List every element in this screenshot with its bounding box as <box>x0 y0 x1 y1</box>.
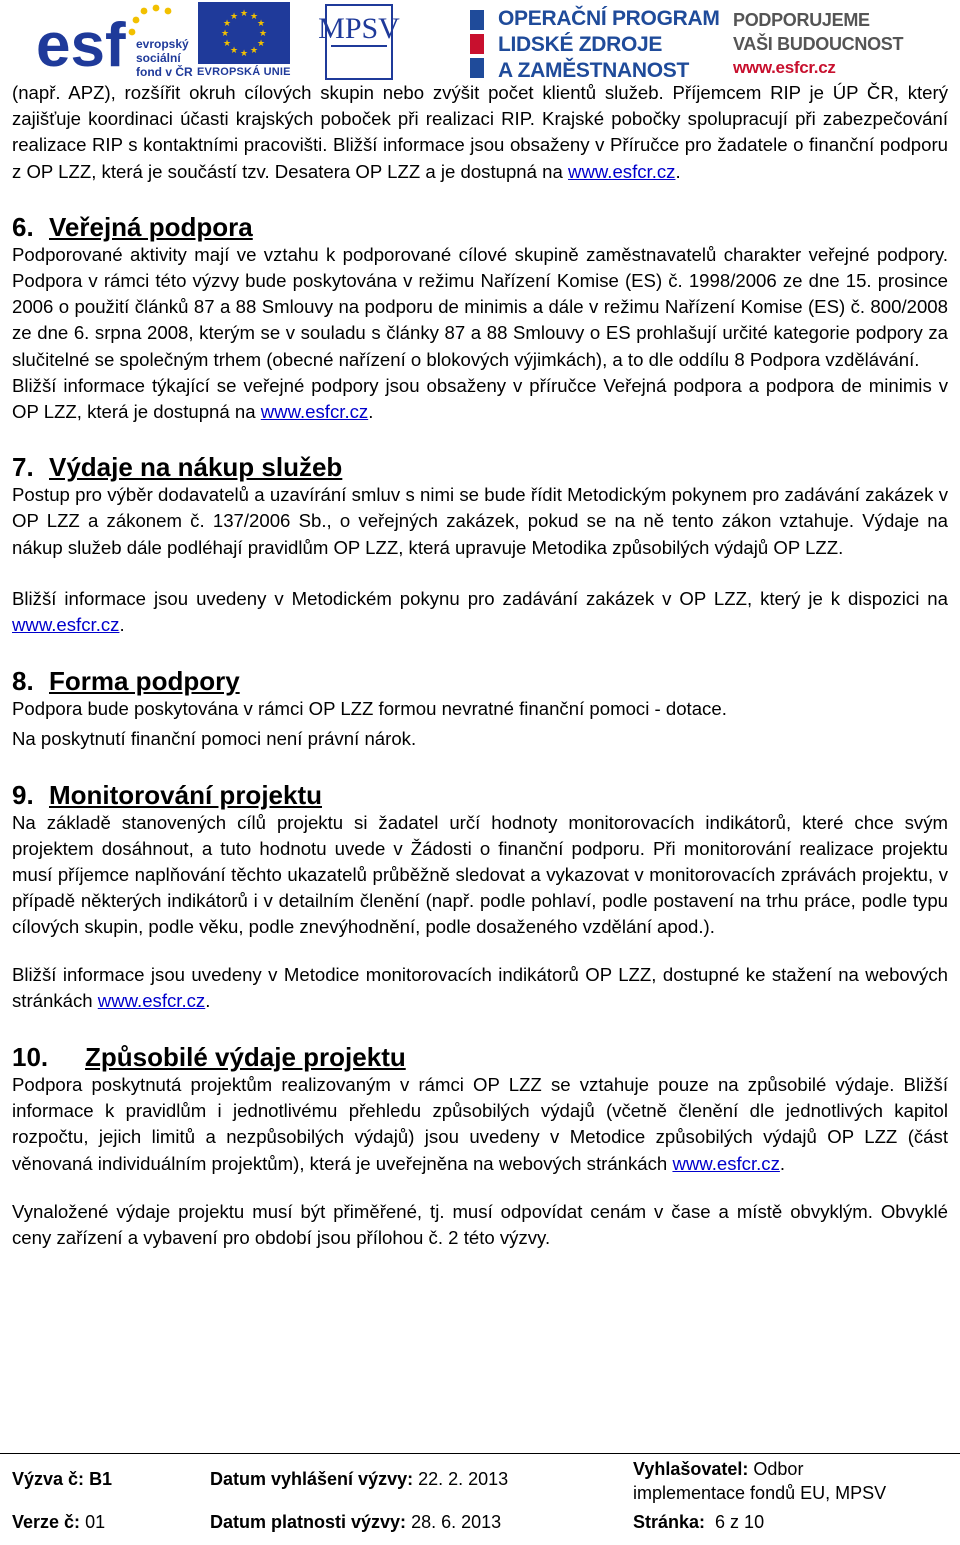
eu-flag-icon <box>198 2 290 64</box>
intro-link[interactable]: www.esfcr.cz <box>568 160 676 182</box>
support-line-2: VAŠI BUDOUCNOST <box>733 34 904 54</box>
intro-text: (např. APZ), rozšířit okruh cílových skupin nebo zvýšit počet klientů služeb. Příjemcem RIP je ÚP ČR, který zajišťuje koordinaci účasti krajských poboček při realizaci RIP. Krajské pobočky spolupracují při zabezpečování realizace RIP s kontaktními pracovišti. Bližší informace jsou obsaženy v Příručce pro žadatele o finanční podporu z OP LZZ, která je součástí tzv. Desatera OP LZZ a je dostupná na <box>12 82 948 182</box>
page-footer <box>0 1453 960 1545</box>
section-7-paragraph-1: Postup pro výběr dodavatelů a uzavírání smluv s nimi se bude řídit Metodickým pokynem pro zadávání zakázek v OP LZZ a zákonem č. 137/2006 Sb., o veřejných zakázek, pokud se na ně tento zákon vztahuje. Výdaje na nákup služeb dále podléhají pravidlům OP LZZ, která upravuje Metodika způsobilých výdajů OP LZZ. <box>12 484 948 558</box>
svg-text:★: ★ <box>249 12 259 22</box>
svg-text:★: ★ <box>249 46 259 56</box>
section-6-number: 6. <box>12 211 34 242</box>
section-10-heading <box>12 1042 948 1072</box>
section-10-link[interactable]: www.esfcr.cz <box>672 1152 780 1174</box>
section-6-tail: . <box>368 401 374 423</box>
footer-verze <box>12 1512 105 1533</box>
esf-logo-line-2: sociální <box>136 51 181 65</box>
section-6-title: Veřejná podpora <box>49 211 253 242</box>
section-10-number: 10. <box>12 1042 49 1073</box>
section-8-paragraph-1: Podpora bude poskytována v rámci OP LZZ formou nevratné finanční pomoci - dotace. <box>12 698 727 720</box>
section-9-tail: . <box>205 989 211 1011</box>
svg-text:★: ★ <box>258 29 268 39</box>
svg-text:★: ★ <box>239 49 249 59</box>
support-logo-text <box>733 8 903 80</box>
op-line-3: A ZAMĚSTNANOST <box>498 59 690 82</box>
footer-platnost <box>210 1512 501 1533</box>
footer-stranka-label: Stránka: <box>633 1512 706 1532</box>
support-url: www.esfcr.cz <box>733 58 836 77</box>
section-10-paragraph-2: Vynaložené výdaje projektu musí být přiměřené, tj. musí odpovídat cenám v čase a místě obvyklým. Obvyklé ceny zařízení a vybavení pro období jsou přílohou č. 2 této výzvy. <box>12 1200 948 1249</box>
section-9-text-2: Bližší informace jsou uvedeny v Metodice monitorovacích indikátorů OP LZZ, dostupné ke stažení na webových stránkách <box>12 963 948 1011</box>
section-7-tail: . <box>119 614 125 636</box>
esf-logo-word: esf <box>36 11 126 80</box>
op-logo-text <box>498 6 720 84</box>
section-6-link[interactable]: www.esfcr.cz <box>260 401 369 423</box>
op-logo-mark <box>470 10 484 78</box>
svg-text:★: ★ <box>229 12 239 22</box>
svg-text:★: ★ <box>222 39 232 49</box>
section-7-number: 7. <box>12 452 34 483</box>
section-8-heading <box>12 666 948 696</box>
footer-stranka-value: 6 z 10 <box>715 1512 765 1532</box>
footer-vyhlasovatel-value-1: Odbor <box>753 1459 804 1479</box>
op-line-1: OPERAČNÍ PROGRAM <box>498 7 720 30</box>
esf-logo <box>36 2 216 80</box>
footer-vyhlaseni-value: 22. 2. 2013 <box>418 1469 509 1489</box>
section-6-text-2: Bližší informace týkající se veřejné podpory jsou obsaženy v příručce Veřejná podpora a podpora de minimis v OP LZZ, která je dostupná na <box>12 374 948 423</box>
section-10-paragraph-1 <box>12 1072 948 1177</box>
section-9-paragraph-1: Na základě stanovených cílů projektu si žadatel určí hodnoty monitorovacích indikátorů, které chce svým projektem dosáhnout, a tuto hodnotu uvede v Žádosti o finanční podporu. Při monitorování realizace projektu musí příjemce naplňování těchto ukazatelů průběžně sledovat a vykazovat v monitorovacích zprávách projektu, v případě některých indikátorů i v detailním členění (např. podle pohlaví, podle postavení na trhu práce, podle typu cílových skupin, podle věku, podle znevýhodnění, podle dosaženého vzdělání apod.). <box>12 811 948 938</box>
section-8-number: 8. <box>12 666 34 697</box>
section-10-text-1: Podpora poskytnutá projektům realizovaným v rámci OP LZZ se vztahuje pouze na způsobilé výdaje. Bližší informace k pravidlům i jednotlivému přehledu způsobilých výdajů (včetně členění dle jednotlivých kapitol rozpočtu, jejich limitů a nezpůsobilých výdajů) jsou uvedeny v Metodice způsobilých výdajů OP LZZ (část věnovaná individuálním projektům), která je uveřejněna na webových stránkách <box>12 1074 948 1174</box>
footer-platnost-value: 28. 6. 2013 <box>411 1512 502 1532</box>
section-8-title: Forma podpory <box>49 666 240 697</box>
footer-vyhlasovatel-label: Vyhlašovatel: <box>633 1459 749 1479</box>
section-9-title: Monitorování projektu <box>49 779 322 810</box>
svg-text:★: ★ <box>220 29 230 39</box>
footer-vyzva-label: Výzva č: <box>12 1469 85 1489</box>
svg-text:★: ★ <box>256 19 266 29</box>
footer-platnost-label: Datum platnosti výzvy: <box>210 1512 407 1532</box>
esf-logo-line-1: evropský <box>136 37 189 51</box>
section-7-heading <box>12 452 948 482</box>
section-7-text-2: Bližší informace jsou uvedeny v Metodickém pokynu pro zadávání zakázek v OP LZZ, který je k dispozici na <box>12 587 948 609</box>
section-10-tail: . <box>779 1152 786 1174</box>
intro-paragraph <box>12 80 948 185</box>
section-9-number: 9. <box>12 779 34 810</box>
section-9-heading <box>12 780 948 810</box>
footer-vyhlaseni <box>210 1469 508 1490</box>
page-header <box>0 0 960 90</box>
op-line-2: LIDSKÉ ZDROJE <box>498 33 663 56</box>
esf-logo-line-3: fond v ČR <box>136 65 193 79</box>
section-10-title: Způsobilé výdaje projektu <box>85 1042 406 1073</box>
footer-vyzva-value: B1 <box>89 1469 113 1489</box>
section-7-paragraph-2 <box>12 586 948 638</box>
section-6-paragraph-1: Podporované aktivity mají ve vztahu k podporované cílové skupině zaměstnavatelů charakter veřejné podpory. Podpora v rámci této výzvy bude poskytována v režimu Nařízení Komise (ES) č. 1998/2006 ze dne 15. prosince 2006 o použití článků 87 a 88 Smlouvy na podporu de minimis a dále v režimu Nařízení Komise (ES) č. 800/2008 ze dne 6. srpna 2008, kterým se v souladu s články 87 a 88 Smlouvy o ES prohlašují určité kategorie podpory za slučitelné se společným trhem (obecné nařízení o blokových výjimkách), a to dle oddílu 8 Podpora vzdělávání. <box>12 243 948 370</box>
section-7-title: Výdaje na nákup služeb <box>49 452 343 483</box>
footer-vyhlaseni-label: Datum vyhlášení výzvy: <box>210 1469 414 1489</box>
section-6-paragraph-2 <box>12 373 948 425</box>
svg-text:★: ★ <box>239 9 249 19</box>
section-7-link[interactable]: www.esfcr.cz <box>12 614 120 636</box>
mpsv-logo-text: MPSV <box>318 12 400 45</box>
footer-stranka <box>633 1512 764 1533</box>
svg-text:★: ★ <box>229 46 239 56</box>
footer-vyhlasovatel <box>633 1457 886 1505</box>
eu-label: EVROPSKÁ UNIE <box>197 66 291 78</box>
svg-text:★: ★ <box>222 19 232 29</box>
footer-verze-label: Verze č: <box>12 1512 81 1532</box>
section-9-link[interactable]: www.esfcr.cz <box>97 989 206 1011</box>
section-9-paragraph-2 <box>12 962 948 1014</box>
footer-vyhlasovatel-value-2: implementace fondů EU, MPSV <box>633 1483 887 1503</box>
support-line-1: PODPORUJEME <box>733 10 870 30</box>
footer-vyzva <box>12 1469 112 1490</box>
section-6-heading <box>12 212 948 242</box>
mpsv-logo <box>318 4 400 80</box>
section-8-paragraph-2: Na poskytnutí finanční pomoci není právní nárok. <box>12 728 417 750</box>
footer-verze-value: 01 <box>85 1512 106 1532</box>
svg-text:★: ★ <box>256 39 266 49</box>
intro-tail: . <box>675 160 681 182</box>
document-body <box>12 78 948 1251</box>
